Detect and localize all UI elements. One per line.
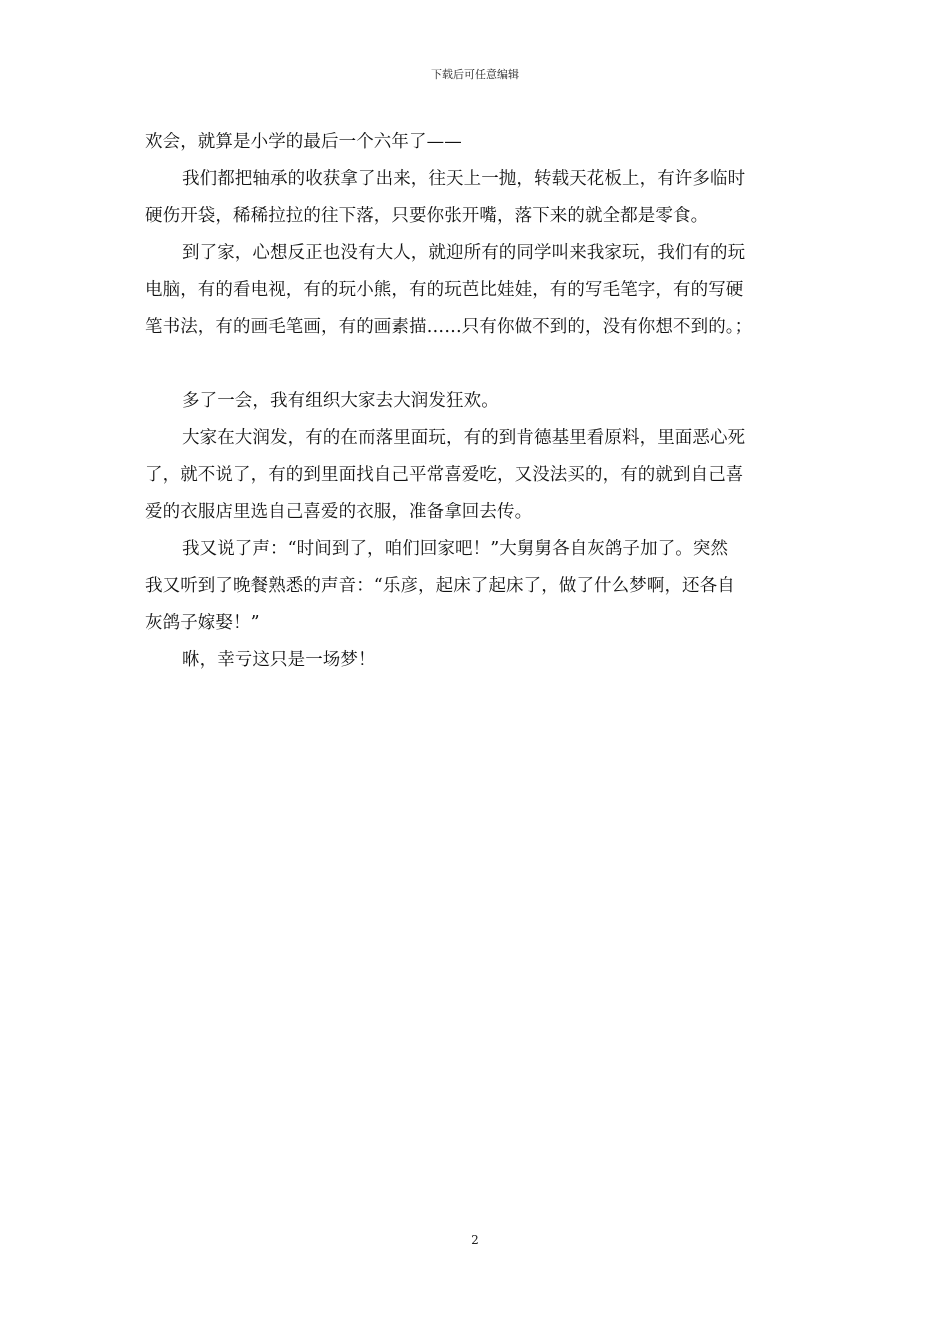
page-header: 下载后可任意编辑 (431, 68, 519, 81)
paragraph-start: 多了一会，我有组织大家去大润发狂欢。 (182, 391, 499, 411)
text-line: 爱的衣服店里选自己喜爱的衣服，准备拿回去传。 (145, 502, 533, 522)
page-number: 2 (471, 1233, 479, 1247)
text-line: 欢会，就算是小学的最后一个六年了—— (145, 132, 462, 152)
paragraph-start: 到了家，心想反正也没有大人，就迎所有的同学叫来我家玩，我们有的玩 (182, 243, 746, 263)
text-line: 硬伤开袋，稀稀拉拉的往下落，只要你张开嘴，落下来的就全都是零食。 (145, 206, 709, 226)
text-line: 了，就不说了，有的到里面找自己平常喜爱吃，又没法买的，有的就到自己喜 (145, 465, 744, 485)
paragraph-start: 我又说了声：“时间到了，咱们回家吧！”大舅舅各自灰鸽子加了。突然 (182, 539, 729, 559)
text-line: 笔书法，有的画毛笔画，有的画素描……只有你做不到的，没有你想不到的。； (145, 317, 753, 337)
text-line: 灰鸽子嫁娶！” (145, 613, 260, 633)
paragraph-start: 咻，幸亏这只是一场梦！ (182, 650, 376, 670)
text-line: 电脑，有的看电视，有的玩小熊，有的玩芭比娃娃，有的写毛笔字，有的写硬 (145, 280, 744, 300)
paragraph-start: 我们都把轴承的收获拿了出来，往天上一抛，转载天花板上，有许多临时 (182, 169, 746, 189)
text-line: 我又听到了晚餐熟悉的声音：“乐彦，起床了起床了，做了什么梦啊，还各自 (145, 576, 735, 596)
paragraph-start: 大家在大润发，有的在而落里面玩，有的到肯德基里看原料，里面恶心死 (182, 428, 746, 448)
document-body (145, 124, 810, 679)
blank-line (145, 346, 810, 383)
